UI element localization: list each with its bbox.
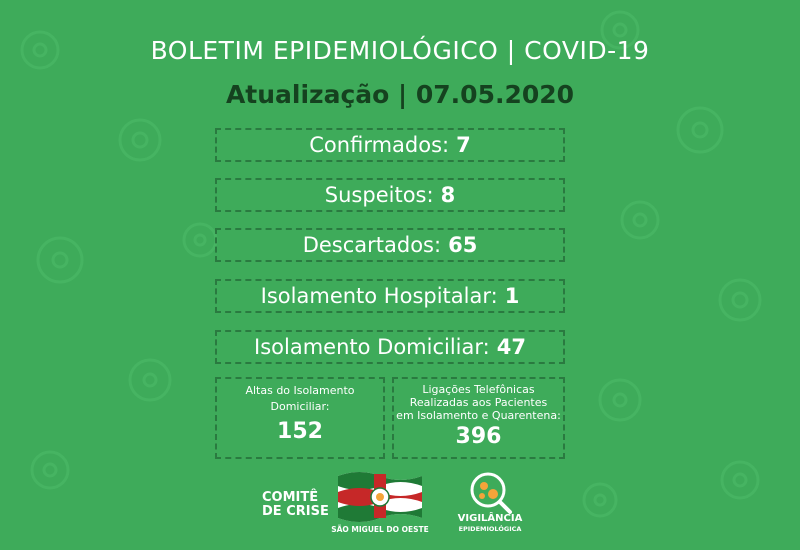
- ligacoes-value: 396: [455, 424, 502, 449]
- stat-descartados: [215, 228, 565, 262]
- altas-label-line2: Domiciliar:: [270, 400, 330, 413]
- stat-label: Confirmados:: [309, 133, 450, 157]
- altas-box: [215, 377, 385, 459]
- stat-label: Descartados:: [302, 233, 442, 257]
- stat-isolamento-hospitalar: [215, 279, 565, 313]
- comite-de-crise-logo: [262, 491, 329, 519]
- stat-value: 65: [448, 233, 478, 257]
- vigilancia-subtitle: EPIDEMIOLÓGICA: [458, 525, 522, 533]
- stat-suspeitos: [215, 178, 565, 212]
- ligacoes-label: [394, 379, 563, 422]
- stat-confirmados: [215, 128, 565, 162]
- vigilancia-title: VIGILÂNCIA: [457, 513, 523, 524]
- ligacoes-label-line1: Ligações Telefônicas: [422, 383, 535, 396]
- stat-value: 7: [456, 133, 471, 157]
- sao-miguel-flag-logo: [330, 466, 430, 550]
- ligacoes-label-line2: Realizadas aos Pacientes: [409, 396, 548, 409]
- stat-value: 8: [440, 183, 456, 207]
- bulletin-title: BOLETIM EPIDEMIOLÓGICO | COVID-19: [150, 36, 650, 65]
- altas-value: 152: [277, 419, 323, 444]
- stat-label: Isolamento Hospitalar:: [260, 284, 498, 308]
- update-date: Atualização | 07.05.2020: [225, 80, 575, 109]
- comite-line2: DE CRISE: [262, 504, 329, 519]
- stat-value: 47: [496, 335, 526, 359]
- stat-label: Isolamento Domiciliar:: [254, 335, 490, 359]
- comite-line1: COMITÊ: [262, 490, 319, 505]
- ligacoes-box: [392, 377, 565, 459]
- altas-label: [217, 379, 383, 415]
- city-name: SÃO MIGUEL DO OESTE: [331, 525, 429, 534]
- stat-isolamento-domiciliar: [215, 330, 565, 364]
- magnifier-virus-icon: [458, 466, 522, 550]
- stat-value: 1: [504, 284, 520, 308]
- altas-label-line1: Altas do Isolamento: [245, 384, 355, 397]
- stat-label: Suspeitos:: [324, 183, 434, 207]
- ligacoes-label-line3: em Isolamento e Quarentena:: [396, 409, 561, 422]
